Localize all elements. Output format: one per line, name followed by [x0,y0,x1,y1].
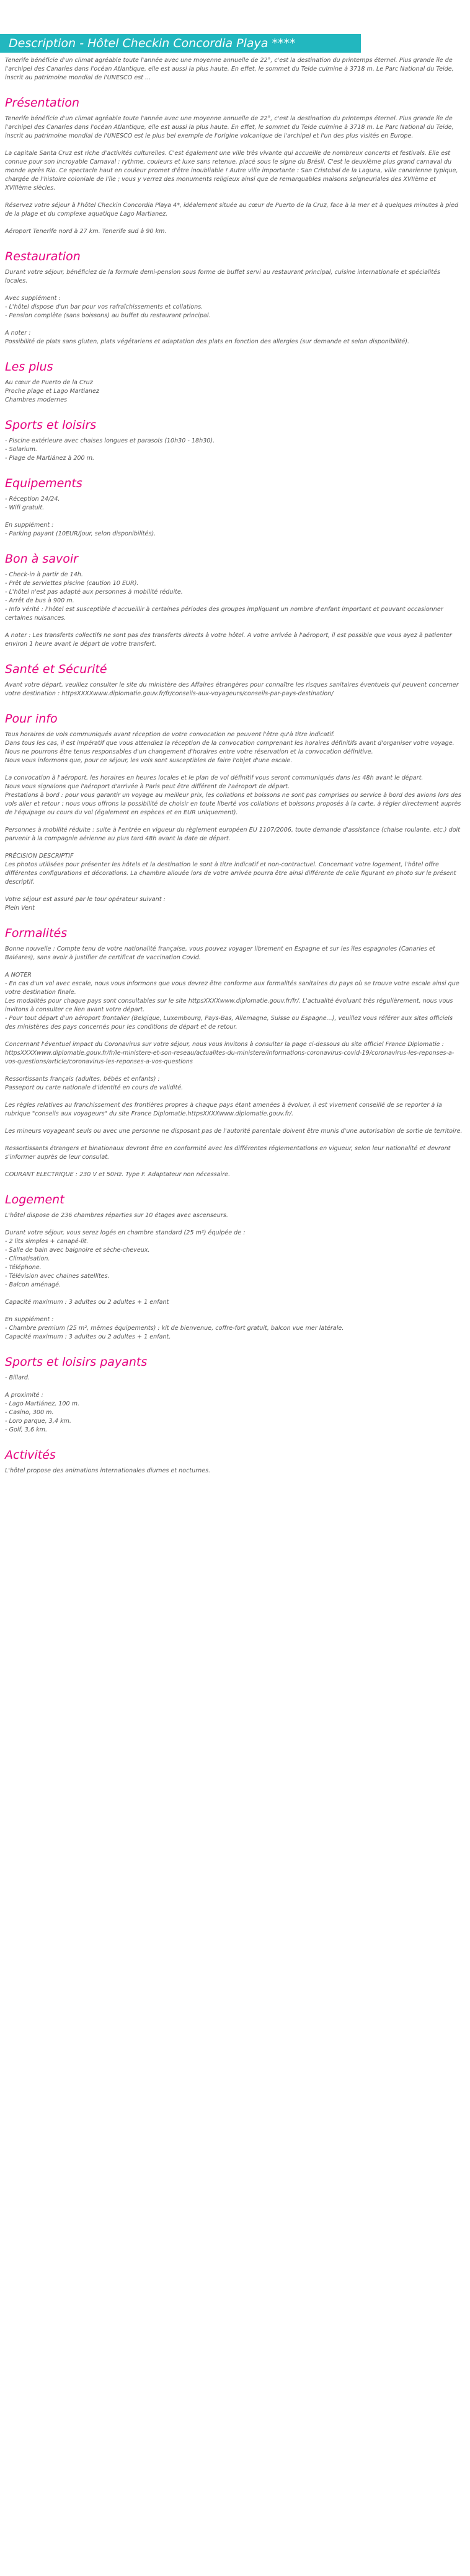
section-title: Présentation [5,96,80,110]
section-equipements [0,477,470,538]
page [0,34,470,1488]
section-body: Avant votre départ, veuillez consulter le site du ministère des Affaires étrangères pour connaître les risques sanitaires éventuels qui peuvent concerner votre destination : httpsXXXXwww.diplomatie.gouv.fr/fr/conseils-aux-voyageurs/conseils-par-pays-destination/ [5,682,461,697]
section-body: - Piscine extérieure avec chaises longues et parasols (10h30 - 18h30). - Solarium. - Plage de Martiánez à 200 m. [5,437,215,462]
section-presentation [0,96,470,236]
section-bon-a-savoir [0,552,470,649]
section-body: - Réception 24/24. - Wifi gratuit. En supplément : - Parking payant (10EUR/jour, selon disponibilités). [5,496,156,537]
section-title: Bon à savoir [5,552,78,566]
section-title: Restauration [5,250,81,263]
section-title: Formalités [5,926,68,940]
section-title: Pour info [5,712,58,726]
description-banner: Description - Hôtel Checkin Concordia Playa **** [0,34,361,53]
section-pour-info [0,712,470,913]
section-body: L'hôtel dispose de 236 chambres réparties sur 10 étages avec ascenseurs. Durant votre séjour, vous serez logés en chambre standard (25 m²) équipée de : - 2 lits simples + canapé-lit. - Salle de bain avec baignoire et sèche-cheveux. - Climatisation. - Téléphone. - Télévision avec chaines satellites. - Balcon aménagé. Capacité maximum : 3 adultes ou 2 adultes + 1 enfant En supplément : - Chambre premium (25 m², mêmes équipements) : kit de bienvenue, coffre-fort gratuit, balcon vue mer latérale. Capacité maximum : 3 adultes ou 2 adultes + 1 enfant. [5,1212,344,1340]
section-body: Durant votre séjour, bénéficiez de la formule demi-pension sous forme de buffet servi au restaurant principal, cuisine internationale et spécialités locales. Avec supplément : - L'hôtel dispose d'un bar pour vos rafraîchissements et collations. - Pension complète (sans boissons) au buffet du restaurant principal. A noter : Possibilité de plats sans gluten, plats végétariens et adaptation des plats en fonction des allergies (sur demande et selon disponibilité). [5,269,440,345]
section-title: Logement [5,1193,64,1207]
section-logement [0,1193,470,1342]
section-body: Bonne nouvelle : Compte tenu de votre nationalité française, vous pouvez voyager librement en Espagne et sur les îles espagnoles (Canaries et Baléares), sans avoir à justifier de certificat de vaccination Covid. A NOTER - En cas d'un vol avec escale, nous vous informons que vous devrez être conforme aux formalités sanitaires du pays où se trouve votre escale ainsi que votre destination finale. Les modalités pour chaque pays sont consultables sur le site httpsXXXXwww.diplomatie.gouv.fr/fr/. L'actualité évoluant très régulièrement, nous vous invitons à consulter ce lien avant votre départ. - Pour tout départ d'un aéroport frontalier (Belgique, Luxembourg, Pays-Bas, Allemagne, Suisse ou Espagne...), veuillez vous référer aux sites officiels des ministères des pays concernés pour les conditions de départ et de retour. Concernant l'éventuel impact du Coronavirus sur votre séjour, nous vous invitons à consulter la page ci-dessous du site officiel France Diplomatie : httpsXXXXwww.diplomatie.gouv.fr/fr/le-ministere-et-son-reseau/actualites-du-ministere/informations-coronavirus-covid-19/coronavirus-les-reponses-a-vos-questions/article/coronavirus-les-reponses-a-vos-questions Ressortissants français (adultes, bébés et enfants) : Passeport ou carte nationale d'identité en cours de validité. Les règles relatives au franchissement des frontières propres à chaque pays étant amenées à évoluer, il est vivement conseillé de se reporter à la rubrique "conseils aux voyageurs" du site France Diplomatie.httpsXXXXwww.diplomatie.gouv.fr/. Les mineurs voyageant seuls ou avec une personne ne disposant pas de l'autorité parentale doivent être munis d'une autorisation de sortie de territoire. Ressortissants étrangers et binationaux devront être en conformité avec les différentes réglementations en vigueur, selon leur nationalité et devront s'informer auprès de leur consulat. COURANT ELECTRIQUE : 230 V et 50Hz. Type F. Adaptateur non nécessaire. [5,946,463,1178]
section-title: Equipements [5,477,82,490]
section-title: Les plus [5,360,53,374]
section-activites [0,1448,470,1475]
section-body: Tous horaires de vols communiqués avant réception de votre convocation ne peuvent l'être qu'à titre indicatif. Dans tous les cas, il est impératif que vous attendiez la réception de la convocation comprenant les horaires définitifs avant d'organiser votre voyage. Nous ne pourrons être tenus responsables d'un changement d'horaires entre votre réservation et la convocation définitive. Nous vous informons que, pour ce séjour, les vols sont susceptibles de faire l'objet d'une escale. La convocation à l'aéroport, les horaires en heures locales et le plan de vol définitif vous seront communiqués dans les 48h avant le départ. Nous vous signalons que l'aéroport d'arrivée à Paris peut être différent de l'aéroport de départ. Prestations à bord : pour vous garantir un voyage au meilleur prix, les collations et boissons ne sont pas comprises ou service à bord des avions lors des vols aller et retour ; nous vous offrons la possibilité de choisir en toute liberté vos collations et boissons proposés à la carte, à régler directement auprès de l'équipage ou cours du vol (également en espèces et en EUR uniquement). Personnes à mobilité réduite : suite à l'entrée en vigueur du règlement européen EU 1107/2006, toute demande d'assistance (chaise roulante, etc.) doit parvenir à la compagnie aérienne au plus tard 48h avant la date de départ. PRÉCISION DESCRIPTIF Les photos utilisées pour présenter les hôtels et la destination le sont à titre indicatif et non-contractuel. Concernant votre logement, l'hôtel offre différentes configurations et décorations. La chambre allouée lors de votre arrivée pourra être ainsi différente de celle figurant en photo sur le présent descriptif. Votre séjour est assuré par le tour opérateur suivant : Plein Vent [5,731,461,912]
section-restauration [0,250,470,346]
section-les-plus [0,360,470,405]
section-body: Tenerife bénéficie d'un climat agréable toute l'année avec une moyenne annuelle de 22°, c'est la destination du printemps éternel. Plus grande île de l'archipel des Canaries dans l'océan Atlantique, elle est aussi la plus haute. En effet, le sommet du Teide culmine à 3718 m. Le Parc National du Teide, inscrit au patrimoine mondial de l'UNESCO est le plus bel exemple de l'origine volcanique de l'archipel et l'un des plus visités en Europe. La capitale Santa Cruz est riche d'activités culturelles. C'est également une ville très vivante qui accueille de nombreux concerts et festivals. Elle est connue pour son incroyable Carnaval : rythme, couleurs et luxe sans retenue, placé sous le signe du Brésil. C'est le deuxième plus grand carnaval du monde après Rio. Ce spectacle haut en couleur promet d'être inoubliable ! Autre ville importante : San Cristobal de la Laguna, ville canarienne typique, chargée de l'histoire coloniale de l'île ; vous y verrez des monuments religieux ainsi que de remarquables maisons seigneuriales des XVIIème et XVIIIème siècles. Réservez votre séjour à l'hôtel Checkin Concordia Playa 4*, idéalement située au cœur de Puerto de la Cruz, face à la mer et à quelques minutes à pied de la plage et du complexe aquatique Lago Martianez. Aéroport Tenerife nord à 27 km. Tenerife sud à 90 km. [5,115,459,235]
intro-text: Tenerife bénéficie d'un climat agréable toute l'année avec une moyenne annuelle de 22°, c'est la destination du printemps éternel. Plus grande île de l'archipel des Canaries dans l'océan Atlantique, elle est aussi la plus haute. En effet, le sommet du Teide culmine à 3718 m. Le Parc National du Teide, inscrit au patrimoine mondial de l'UNESCO est ... [5,57,454,81]
section-sports-loisirs-payants [0,1355,470,1435]
section-title: Santé et Sécurité [5,662,107,676]
section-title: Activités [5,1448,56,1462]
section-sante-securite [0,662,470,698]
section-sports-loisirs [0,418,470,463]
section-body: Au cœur de Puerto de la Cruz Proche plage et Lago Martianez Chambres modernes [5,379,99,403]
section-body: - Billard. A proximité : - Lago Martiánez, 100 m. - Casino, 300 m. - Loro parque, 3,4 km. - Golf, 3,6 km. [5,1374,80,1433]
section-body: - Check-in à partir de 14h. - Prêt de serviettes piscine (caution 10 EUR). - L'hôtel n'est pas adapté aux personnes à mobilité réduite. - Arrêt de bus à 900 m. - Info vérité : l'hôtel est susceptible d'accueillir à certaines périodes des groupes impliquant un nombre d'enfant important et pouvant occasionner certaines nuisances. A noter : Les transferts collectifs ne sont pas des transferts directs à votre hôtel. A votre arrivée à l'aéroport, il est possible que vous ayez à patienter environ 1 heure avant le départ de votre transfert. [5,571,452,648]
section-body: L'hôtel propose des animations internationales diurnes et nocturnes. [5,1467,211,1474]
section-formalites [0,926,470,1179]
section-title: Sports et loisirs payants [5,1355,148,1369]
section-title: Sports et loisirs [5,418,97,432]
